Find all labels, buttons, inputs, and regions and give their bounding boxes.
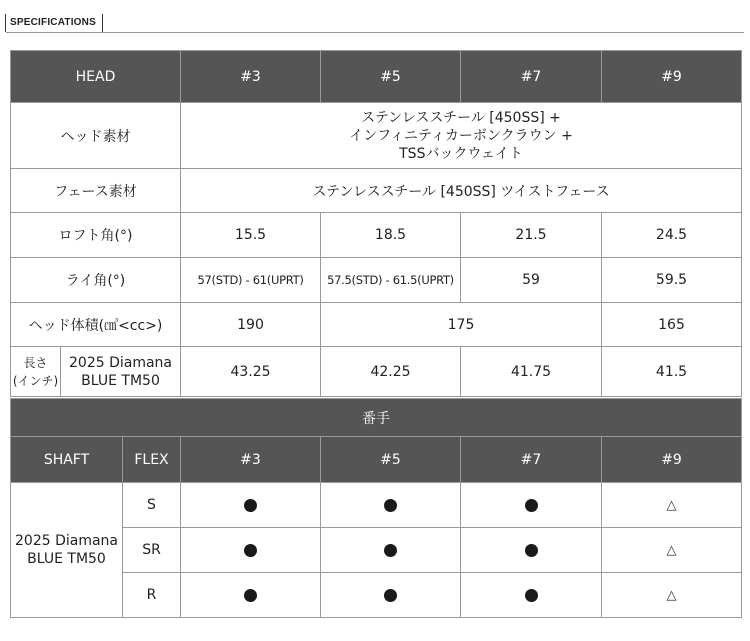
filled-circle-icon <box>244 499 257 512</box>
length-value-9: 41.5 <box>602 347 742 397</box>
loft-value-3: 15.5 <box>181 213 321 258</box>
length-value-7: 41.75 <box>461 347 602 397</box>
loft-value-9: 24.5 <box>602 213 742 258</box>
col-header-9: #9 <box>602 51 742 103</box>
triangle-icon: △ <box>666 543 677 558</box>
length-label-line-1: 長さ <box>23 355 48 370</box>
flex-label: R <box>123 573 181 618</box>
flex-header: FLEX <box>123 437 181 483</box>
shaft-name <box>11 483 123 618</box>
col-header-5: #5 <box>321 51 461 103</box>
lie-value-7: 59 <box>461 258 602 303</box>
availability-cell <box>602 528 742 573</box>
col-header-7: #7 <box>461 51 602 103</box>
shaft-group-row <box>11 399 742 437</box>
shaft-col-header-7: #7 <box>461 437 602 483</box>
shaft-col-header-3: #3 <box>181 437 321 483</box>
length-label-line-2: (インチ) <box>12 373 59 388</box>
shaft-group-header: 番手 <box>11 399 742 437</box>
head-material-line-2: インフィニティカーボンクラウン + <box>349 127 573 144</box>
filled-circle-icon <box>384 589 397 602</box>
loft-value-5: 18.5 <box>321 213 461 258</box>
filled-circle-icon <box>525 589 538 602</box>
availability-cell <box>602 573 742 618</box>
loft-value-7: 21.5 <box>461 213 602 258</box>
availability-cell <box>181 483 321 528</box>
head-header-label: HEAD <box>11 51 181 103</box>
shaft-name-line-1: 2025 Diamana <box>15 533 118 549</box>
lie-row <box>11 258 742 303</box>
length-shaft-line-1: 2025 Diamana <box>69 354 172 371</box>
filled-circle-icon <box>525 499 538 512</box>
volume-label: ヘッド体積(㎤<cc>) <box>11 303 181 347</box>
availability-cell <box>321 483 461 528</box>
head-material-label: ヘッド素材 <box>11 103 181 169</box>
availability-cell <box>461 573 602 618</box>
filled-circle-icon <box>384 499 397 512</box>
face-material-label: フェース素材 <box>11 169 181 213</box>
length-row <box>11 347 742 397</box>
col-header-3: #3 <box>181 51 321 103</box>
length-shaft-name <box>61 347 181 397</box>
lie-value-5: 57.5(STD) - 61.5(UPRT) <box>321 258 461 303</box>
volume-row <box>11 303 742 347</box>
filled-circle-icon <box>244 589 257 602</box>
flex-row-s <box>11 483 742 528</box>
triangle-icon: △ <box>666 498 677 513</box>
shaft-spec-table <box>10 398 742 618</box>
triangle-icon: △ <box>666 588 677 603</box>
face-material-value: ステンレススチール [450SS] ツイストフェース <box>181 169 742 213</box>
availability-cell <box>181 528 321 573</box>
length-label <box>11 347 61 397</box>
shaft-col-header-9: #9 <box>602 437 742 483</box>
shaft-header: SHAFT <box>11 437 123 483</box>
volume-value-9: 165 <box>602 303 742 347</box>
lie-value-3: 57(STD) - 61(UPRT) <box>181 258 321 303</box>
filled-circle-icon <box>244 544 257 557</box>
availability-cell <box>461 483 602 528</box>
flex-label: S <box>123 483 181 528</box>
availability-cell <box>461 528 602 573</box>
loft-row <box>11 213 742 258</box>
head-material-value <box>181 103 742 169</box>
head-spec-table <box>10 50 742 397</box>
face-material-row <box>11 169 742 213</box>
availability-cell <box>602 483 742 528</box>
availability-cell <box>181 573 321 618</box>
lie-value-9: 59.5 <box>602 258 742 303</box>
filled-circle-icon <box>525 544 538 557</box>
availability-cell <box>321 573 461 618</box>
volume-value-5-7: 175 <box>321 303 602 347</box>
shaft-header-row <box>11 437 742 483</box>
shaft-name-line-2: BLUE TM50 <box>27 551 106 567</box>
length-value-3: 43.25 <box>181 347 321 397</box>
lie-label: ライ角(°) <box>11 258 181 303</box>
head-header-row <box>11 51 742 103</box>
length-shaft-line-2: BLUE TM50 <box>81 372 160 389</box>
availability-cell <box>321 528 461 573</box>
head-material-line-1: ステンレススチール [450SS] + <box>361 109 561 126</box>
shaft-col-header-5: #5 <box>321 437 461 483</box>
filled-circle-icon <box>384 544 397 557</box>
flex-label: SR <box>123 528 181 573</box>
head-material-row <box>11 103 742 169</box>
head-material-line-3: TSSバックウェイト <box>399 145 523 162</box>
section-divider <box>6 32 744 33</box>
volume-value-3: 190 <box>181 303 321 347</box>
section-title: SPECIFICATIONS <box>5 14 103 32</box>
length-value-5: 42.25 <box>321 347 461 397</box>
loft-label: ロフト角(°) <box>11 213 181 258</box>
